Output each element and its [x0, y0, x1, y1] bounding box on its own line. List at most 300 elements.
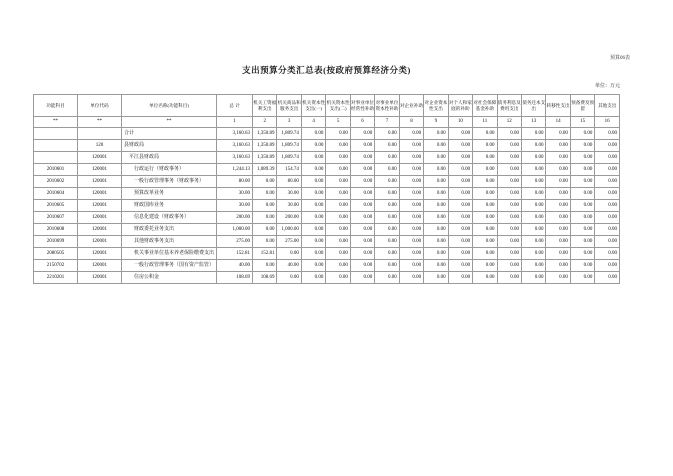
func-code-cell: 2010699: [34, 236, 78, 248]
unit-name-cell: 县财政局: [122, 140, 217, 152]
value-cell: 0.00: [424, 188, 448, 200]
value-cell: 0.00: [521, 272, 545, 284]
value-cell: 0.00: [424, 272, 448, 284]
value-cell: 0.00: [546, 272, 570, 284]
unit-name-cell: 一般行政管理事务（国有资产监管）: [122, 260, 217, 272]
value-cell: 0.00: [497, 212, 521, 224]
value-cell: 1,350.89: [253, 128, 277, 140]
value-cell: 0.00: [448, 176, 472, 188]
func-code-cell: 2210201: [34, 272, 78, 284]
column-header: 对事业单位资本性补助: [375, 95, 399, 117]
unit-code-cell: 120001: [78, 260, 122, 272]
value-cell: 0.00: [326, 260, 350, 272]
value-cell: 0.00: [546, 176, 570, 188]
table-row: [34, 188, 620, 200]
value-cell: 0.00: [375, 236, 399, 248]
column-index: **: [78, 117, 122, 128]
value-cell: 0.00: [301, 236, 325, 248]
value-cell: 0.00: [448, 164, 472, 176]
value-cell: 0.00: [301, 164, 325, 176]
value-cell: 0.00: [595, 236, 620, 248]
table-row: [34, 224, 620, 236]
value-cell: 30.00: [217, 200, 253, 212]
column-header: 对企业资本性支出: [424, 95, 448, 117]
value-cell: 0.00: [595, 224, 620, 236]
value-cell: 0.00: [473, 212, 497, 224]
value-cell: 0.00: [570, 260, 594, 272]
header-index-row: [34, 117, 620, 128]
value-cell: 0.00: [497, 176, 521, 188]
value-cell: 0.00: [424, 140, 448, 152]
value-cell: 0.00: [350, 236, 374, 248]
column-index: 10: [448, 117, 472, 128]
unit-name-cell: 行政运行（财政事务）: [122, 164, 217, 176]
value-cell: 0.00: [301, 152, 325, 164]
value-cell: 0.00: [448, 248, 472, 260]
value-cell: 1,809.74: [277, 128, 301, 140]
value-cell: 0.00: [326, 176, 350, 188]
value-cell: 0.00: [424, 260, 448, 272]
value-cell: 0.00: [301, 248, 325, 260]
column-header: 机关工资福利支出: [253, 95, 277, 117]
value-cell: 0.00: [301, 140, 325, 152]
value-cell: 0.00: [570, 236, 594, 248]
column-header: 预备费及预留: [570, 95, 594, 117]
unit-code-cell: 120001: [78, 176, 122, 188]
column-header: 债务利息及费用支出: [497, 95, 521, 117]
value-cell: 154.74: [277, 164, 301, 176]
value-cell: 0.00: [399, 200, 423, 212]
form-number-label: 预算06表: [609, 56, 630, 61]
value-cell: 0.00: [473, 140, 497, 152]
unit-code-cell: 120: [78, 140, 122, 152]
unit-code-cell: [78, 128, 122, 140]
column-index: 6: [350, 117, 374, 128]
value-cell: 0.00: [448, 272, 472, 284]
unit-code-cell: 120001: [78, 164, 122, 176]
unit-name-cell: 机关事业单位基本养老保险缴费支出: [122, 248, 217, 260]
value-cell: 80.00: [277, 176, 301, 188]
table-row: [34, 164, 620, 176]
value-cell: 0.00: [521, 200, 545, 212]
unit-code-cell: 120001: [78, 200, 122, 212]
value-cell: 108.69: [253, 272, 277, 284]
value-cell: 0.00: [326, 164, 350, 176]
value-cell: 0.00: [375, 272, 399, 284]
value-cell: 0.00: [595, 164, 620, 176]
value-cell: 40.00: [217, 260, 253, 272]
value-cell: 0.00: [424, 248, 448, 260]
table-body: [34, 128, 620, 284]
value-cell: 30.00: [217, 188, 253, 200]
value-cell: 275.00: [217, 236, 253, 248]
column-header: 机关资本性支出(一): [301, 95, 325, 117]
unit-label: 单位：万元: [594, 84, 620, 89]
value-cell: 0.00: [448, 236, 472, 248]
column-index: 4: [301, 117, 325, 128]
value-cell: 0.00: [595, 176, 620, 188]
column-index: 7: [375, 117, 399, 128]
value-cell: 0.00: [399, 176, 423, 188]
value-cell: 0.00: [570, 140, 594, 152]
page-title: 支出预算分类汇总表(按政府预算经济分类): [242, 65, 411, 75]
table-row: [34, 260, 620, 272]
value-cell: 0.00: [326, 272, 350, 284]
value-cell: 0.00: [473, 272, 497, 284]
value-cell: 0.00: [546, 248, 570, 260]
column-index: 16: [595, 117, 620, 128]
value-cell: 0.00: [473, 260, 497, 272]
value-cell: 0.00: [375, 176, 399, 188]
column-header: 对个人和家庭的补助: [448, 95, 472, 117]
value-cell: 0.00: [350, 152, 374, 164]
value-cell: 0.00: [595, 260, 620, 272]
value-cell: 0.00: [301, 224, 325, 236]
budget-table: [33, 94, 620, 284]
column-header: 单位名称(功能科目): [122, 95, 217, 117]
value-cell: 0.00: [546, 260, 570, 272]
value-cell: 0.00: [473, 236, 497, 248]
value-cell: 0.00: [546, 200, 570, 212]
value-cell: 0.00: [375, 248, 399, 260]
func-code-cell: 2010604: [34, 188, 78, 200]
value-cell: 0.00: [595, 188, 620, 200]
value-cell: 0.00: [473, 152, 497, 164]
value-cell: 0.00: [375, 212, 399, 224]
value-cell: 0.00: [326, 152, 350, 164]
value-cell: 0.00: [473, 224, 497, 236]
value-cell: 0.00: [448, 200, 472, 212]
value-cell: 0.00: [424, 236, 448, 248]
value-cell: 0.00: [301, 128, 325, 140]
value-cell: 0.00: [570, 248, 594, 260]
table-row: [34, 128, 620, 140]
func-code-cell: 2010601: [34, 164, 78, 176]
value-cell: 0.00: [595, 248, 620, 260]
func-code-cell: 2010607: [34, 212, 78, 224]
value-cell: 0.00: [473, 128, 497, 140]
column-header: 总 计: [217, 95, 253, 117]
value-cell: 0.00: [424, 200, 448, 212]
value-cell: 0.00: [595, 140, 620, 152]
value-cell: 0.00: [521, 164, 545, 176]
value-cell: 0.00: [497, 200, 521, 212]
value-cell: 0.00: [448, 140, 472, 152]
value-cell: 0.00: [399, 248, 423, 260]
column-index: 1: [217, 117, 253, 128]
value-cell: 0.00: [253, 260, 277, 272]
value-cell: 80.00: [217, 176, 253, 188]
value-cell: 1,350.89: [253, 152, 277, 164]
value-cell: 0.00: [350, 212, 374, 224]
value-cell: 0.00: [497, 128, 521, 140]
value-cell: 1,244.13: [217, 164, 253, 176]
value-cell: 0.00: [350, 200, 374, 212]
column-index: 14: [546, 117, 570, 128]
value-cell: 1,000.00: [277, 224, 301, 236]
value-cell: 30.00: [277, 188, 301, 200]
column-index: **: [34, 117, 78, 128]
value-cell: 0.00: [570, 212, 594, 224]
unit-name-cell: 平江县财政局: [122, 152, 217, 164]
value-cell: 152.81: [253, 248, 277, 260]
value-cell: 0.00: [595, 128, 620, 140]
value-cell: 0.00: [253, 236, 277, 248]
value-cell: 200.00: [217, 212, 253, 224]
column-header: 机关商品和服务支出: [277, 95, 301, 117]
value-cell: 0.00: [546, 152, 570, 164]
value-cell: 0.00: [473, 176, 497, 188]
value-cell: 275.00: [277, 236, 301, 248]
value-cell: 0.00: [399, 272, 423, 284]
value-cell: 0.00: [375, 152, 399, 164]
unit-code-cell: 120001: [78, 212, 122, 224]
value-cell: 0.00: [497, 272, 521, 284]
column-header: 对企业补助: [399, 95, 423, 117]
value-cell: 0.00: [570, 128, 594, 140]
value-cell: 0.00: [521, 224, 545, 236]
value-cell: 1,809.74: [277, 152, 301, 164]
table-row: [34, 272, 620, 284]
value-cell: 0.00: [497, 152, 521, 164]
value-cell: 0.00: [448, 152, 472, 164]
value-cell: 40.00: [277, 260, 301, 272]
column-header: 对事业单位经常性补助: [350, 95, 374, 117]
value-cell: 0.00: [497, 188, 521, 200]
value-cell: 0.00: [497, 140, 521, 152]
unit-code-cell: 120001: [78, 152, 122, 164]
table-row: [34, 152, 620, 164]
value-cell: 0.00: [448, 188, 472, 200]
value-cell: 0.00: [595, 200, 620, 212]
value-cell: 0.00: [326, 188, 350, 200]
value-cell: 0.00: [546, 212, 570, 224]
column-header: 单位代码: [78, 95, 122, 117]
value-cell: 0.00: [375, 260, 399, 272]
value-cell: 0.00: [595, 152, 620, 164]
unit-code-cell: 120001: [78, 272, 122, 284]
value-cell: 0.00: [448, 224, 472, 236]
value-cell: 0.00: [326, 248, 350, 260]
value-cell: 0.00: [497, 260, 521, 272]
value-cell: 0.00: [326, 140, 350, 152]
value-cell: 0.00: [424, 212, 448, 224]
value-cell: 0.00: [350, 164, 374, 176]
value-cell: 0.00: [448, 212, 472, 224]
value-cell: 0.00: [424, 176, 448, 188]
unit-name-cell: 预算改革业务: [122, 188, 217, 200]
func-code-cell: 2150702: [34, 260, 78, 272]
value-cell: 0.00: [399, 188, 423, 200]
value-cell: 0.00: [375, 140, 399, 152]
unit-code-cell: 120001: [78, 236, 122, 248]
value-cell: 0.00: [497, 164, 521, 176]
value-cell: 0.00: [570, 152, 594, 164]
value-cell: 0.00: [399, 140, 423, 152]
value-cell: 0.00: [277, 248, 301, 260]
table-row: [34, 200, 620, 212]
column-index: 13: [521, 117, 545, 128]
value-cell: 0.00: [570, 224, 594, 236]
column-index: 12: [497, 117, 521, 128]
value-cell: 0.00: [399, 212, 423, 224]
value-cell: 0.00: [521, 260, 545, 272]
value-cell: 0.00: [570, 272, 594, 284]
func-code-cell: 2010602: [34, 176, 78, 188]
unit-code-cell: 120001: [78, 248, 122, 260]
unit-name-cell: 一般行政管理事务（财政事务）: [122, 176, 217, 188]
value-cell: 0.00: [595, 272, 620, 284]
value-cell: 3,160.63: [217, 140, 253, 152]
column-index: 2: [253, 117, 277, 128]
value-cell: 0.00: [521, 128, 545, 140]
value-cell: 0.00: [570, 164, 594, 176]
value-cell: 0.00: [424, 164, 448, 176]
value-cell: 0.00: [375, 224, 399, 236]
value-cell: 0.00: [399, 128, 423, 140]
value-cell: 1,809.74: [277, 140, 301, 152]
value-cell: 0.00: [448, 260, 472, 272]
column-header: 债务还本支出: [521, 95, 545, 117]
value-cell: 0.00: [546, 140, 570, 152]
column-header: 机关资本性支出(二): [326, 95, 350, 117]
value-cell: 0.00: [473, 164, 497, 176]
unit-name-cell: 信息化建设（财政事务）: [122, 212, 217, 224]
value-cell: 0.00: [253, 224, 277, 236]
func-code-cell: 2010605: [34, 200, 78, 212]
value-cell: 0.00: [253, 212, 277, 224]
value-cell: 200.00: [277, 212, 301, 224]
value-cell: 0.00: [521, 176, 545, 188]
column-index: 3: [277, 117, 301, 128]
unit-name-cell: 财政国库业务: [122, 200, 217, 212]
value-cell: 0.00: [546, 188, 570, 200]
value-cell: 0.00: [399, 164, 423, 176]
value-cell: 0.00: [301, 176, 325, 188]
value-cell: 1,000.00: [217, 224, 253, 236]
column-header: 转移性支出: [546, 95, 570, 117]
value-cell: 0.00: [301, 212, 325, 224]
func-code-cell: [34, 128, 78, 140]
value-cell: 30.00: [277, 200, 301, 212]
value-cell: 0.00: [521, 248, 545, 260]
value-cell: 0.00: [570, 200, 594, 212]
func-code-cell: [34, 152, 78, 164]
value-cell: 0.00: [301, 200, 325, 212]
value-cell: 0.00: [473, 200, 497, 212]
value-cell: 0.00: [253, 200, 277, 212]
unit-code-cell: 120001: [78, 224, 122, 236]
value-cell: 0.00: [424, 224, 448, 236]
table-row: [34, 176, 620, 188]
table-row: [34, 248, 620, 260]
unit-name-cell: 合计: [122, 128, 217, 140]
table-row: [34, 212, 620, 224]
column-index: 5: [326, 117, 350, 128]
value-cell: 108.69: [217, 272, 253, 284]
func-code-cell: [34, 140, 78, 152]
value-cell: 0.00: [497, 236, 521, 248]
value-cell: 0.00: [350, 260, 374, 272]
column-index: 8: [399, 117, 423, 128]
column-index: 9: [424, 117, 448, 128]
value-cell: 0.00: [301, 260, 325, 272]
value-cell: 0.00: [521, 140, 545, 152]
value-cell: 1,350.89: [253, 140, 277, 152]
value-cell: 0.00: [350, 272, 374, 284]
value-cell: 0.00: [326, 128, 350, 140]
value-cell: 0.00: [448, 128, 472, 140]
value-cell: 0.00: [301, 272, 325, 284]
value-cell: 0.00: [253, 188, 277, 200]
value-cell: 0.00: [375, 164, 399, 176]
value-cell: 0.00: [350, 188, 374, 200]
value-cell: 0.00: [350, 128, 374, 140]
value-cell: 0.00: [424, 128, 448, 140]
value-cell: 0.00: [497, 224, 521, 236]
value-cell: 0.00: [399, 152, 423, 164]
value-cell: 0.00: [277, 272, 301, 284]
value-cell: 0.00: [595, 212, 620, 224]
value-cell: 3,160.63: [217, 152, 253, 164]
table-row: [34, 140, 620, 152]
value-cell: 0.00: [521, 236, 545, 248]
value-cell: 0.00: [326, 200, 350, 212]
value-cell: 0.00: [546, 224, 570, 236]
value-cell: 0.00: [399, 260, 423, 272]
value-cell: 0.00: [350, 176, 374, 188]
value-cell: 0.00: [350, 140, 374, 152]
value-cell: 0.00: [375, 200, 399, 212]
value-cell: 0.00: [350, 248, 374, 260]
column-index: **: [122, 117, 217, 128]
table-row: [34, 236, 620, 248]
value-cell: 0.00: [375, 188, 399, 200]
value-cell: 0.00: [570, 176, 594, 188]
unit-code-cell: 120001: [78, 188, 122, 200]
value-cell: 1,089.39: [253, 164, 277, 176]
value-cell: 0.00: [424, 152, 448, 164]
value-cell: 0.00: [399, 236, 423, 248]
value-cell: 0.00: [399, 224, 423, 236]
value-cell: 0.00: [521, 212, 545, 224]
unit-name-cell: 财政委托业务支出: [122, 224, 217, 236]
value-cell: 0.00: [473, 248, 497, 260]
value-cell: 0.00: [326, 224, 350, 236]
value-cell: 0.00: [375, 128, 399, 140]
header-row: [34, 95, 620, 117]
unit-name-cell: 住房公积金: [122, 272, 217, 284]
column-header: 对社会保障基金补助: [473, 95, 497, 117]
column-index: 11: [473, 117, 497, 128]
value-cell: 0.00: [350, 224, 374, 236]
column-index: 15: [570, 117, 594, 128]
unit-name-cell: 其他财政事务支出: [122, 236, 217, 248]
value-cell: 0.00: [570, 188, 594, 200]
column-header: 功能科目: [34, 95, 78, 117]
value-cell: 0.00: [326, 212, 350, 224]
value-cell: 0.00: [253, 176, 277, 188]
table-header: [34, 95, 620, 128]
func-code-cell: 2010608: [34, 224, 78, 236]
value-cell: 0.00: [521, 152, 545, 164]
value-cell: 0.00: [546, 128, 570, 140]
value-cell: 0.00: [521, 188, 545, 200]
value-cell: 0.00: [326, 236, 350, 248]
value-cell: 3,160.63: [217, 128, 253, 140]
value-cell: 0.00: [546, 236, 570, 248]
func-code-cell: 2080505: [34, 248, 78, 260]
